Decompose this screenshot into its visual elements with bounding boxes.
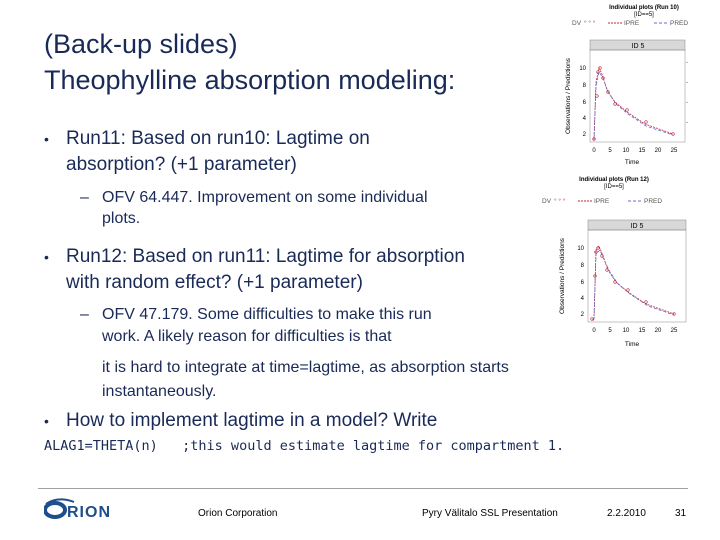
legend-dv-markers: ° ° ° [554,198,566,205]
ipre-line [592,246,674,320]
sub-bullet-dash: – [80,306,89,323]
right-axis-ticks [686,62,688,123]
sub-bullet-run11-line1: OFV 64.447. Improvement on some individual [102,189,428,206]
xtick: 20 [654,148,662,154]
plot-run12-svg [532,172,692,350]
plot-strip-label: ID 5 [631,43,645,50]
plot-panel [588,230,686,322]
footer-divider [38,488,688,489]
xtick: 0 [592,328,596,334]
sub-bullet-dash: – [80,189,89,206]
sub-bullet-run12-line1: OFV 47.179. Some difficulties to make this run [102,306,432,323]
bullet-dot: • [44,249,49,265]
plot-subtitle: [ID==5] [604,184,624,190]
legend-ipre: IPRE [624,20,640,27]
title-line-2: Theophylline absorption modeling: [44,65,456,95]
plot-subtitle: [ID==5] [634,12,654,18]
legend-pred: PRED [644,198,663,205]
bullet-lagtime-text: How to implement lagtime in a model? Write [66,410,438,431]
plot-run12 [532,172,692,350]
bullet-dot: • [44,131,49,147]
xtick: 25 [670,148,678,154]
legend-dv-markers: ° ° ° [584,20,596,27]
plot-ylabel: Observations / Predictions [559,238,566,314]
bullet-run11-line1: Run11: Based on run10: Lagtime on [66,128,370,149]
ytick: 8 [580,263,584,269]
ipre-line [594,68,673,140]
plot-run10-svg [560,2,718,170]
plot-title: Individual plots (Run 10) [609,5,679,11]
orion-logo-graphic [44,498,130,522]
orion-logo [44,498,130,527]
slide-title [44,26,455,98]
dv-points [593,67,675,141]
xtick: 0 [592,148,596,154]
xtick: 10 [622,328,630,334]
legend-pred: PRED [670,20,689,27]
plot-title: Individual plots (Run 12) [579,177,649,183]
plot-run10 [560,2,718,170]
title-line-1: (Back-up slides) [44,29,238,59]
plot-xlabel: Time [624,341,640,348]
code-snippet: ALAG1=THETA(n) ;this would estimate lagtime for compartment 1. [44,438,565,454]
footer-presenter: Pyry Välitalo SSL Presentation [422,508,558,519]
plot-ylabel: Observations / Predictions [565,58,572,134]
logo-text: RION [67,504,111,521]
ytick: 10 [577,246,584,252]
xtick: 15 [638,148,646,154]
sub-bullet-run11-line2: plots. [102,210,141,227]
ytick: 4 [582,116,586,122]
plot-xlabel: Time [624,159,640,166]
sub-bullet-run12-line4: instantaneously. [102,383,217,400]
pred-line [594,72,673,140]
bullet-run12-line1: Run12: Based on run11: Lagtime for absorption [66,246,465,267]
plot-panel [590,50,685,142]
ytick: 4 [580,296,584,302]
xtick: 5 [608,148,612,154]
ytick: 6 [582,100,586,106]
xtick: 10 [622,148,630,154]
legend-dv: DV [572,20,582,27]
footer-date: 2.2.2010 [607,508,646,519]
ytick: 10 [579,66,586,72]
ytick: 8 [582,83,586,89]
xtick: 25 [670,328,678,334]
footer-company: Orion Corporation [198,508,278,519]
xtick: 20 [654,328,662,334]
plot-strip-label: ID 5 [630,223,644,230]
xtick: 15 [638,328,646,334]
xtick: 5 [608,328,612,334]
footer-page-number: 31 [675,508,687,519]
legend-ipre: IPRE [594,198,610,205]
bullet-run11-line2: absorption? (+1 parameter) [66,154,297,175]
legend-dv: DV [542,198,552,205]
ytick: 2 [580,312,584,318]
ytick: 6 [580,280,584,286]
bullet-run12-line2: with random effect? (+1 parameter) [66,272,363,293]
pred-line [592,250,674,320]
sub-bullet-run12-line3: it is hard to integrate at time=lagtime, as absorption starts [102,359,509,376]
sub-bullet-run12-line2: work. A likely reason for difficulties is that [102,328,392,345]
ytick: 2 [582,132,586,138]
bullet-dot: • [44,413,49,429]
